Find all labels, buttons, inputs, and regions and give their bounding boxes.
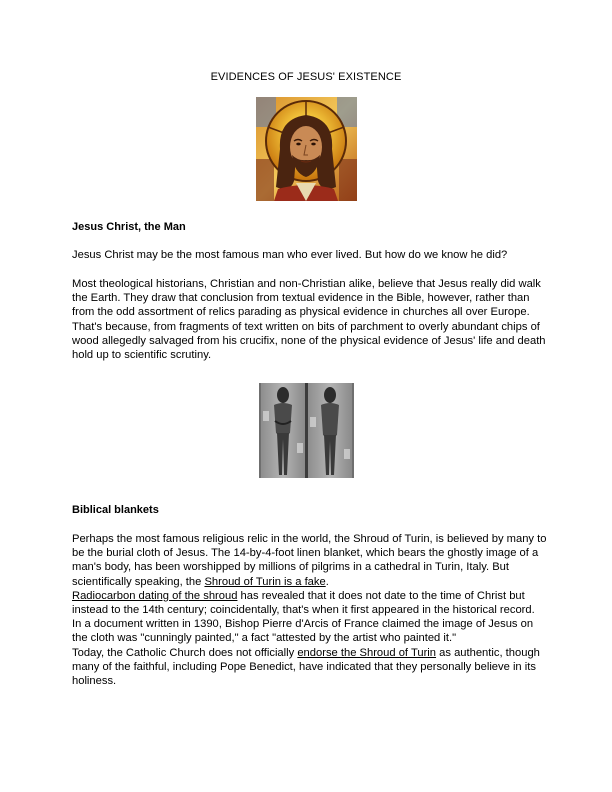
body-text: Most theological historians, Christian and non-Christian alike, believe that Jesus really did walk the Earth. They draw that conclusion from textual evidence in the Bible, however, rather than from the odd assortment of relics parading as physical evidence in churches all over Europe. That's because, from fragments of text written on bits of parchment to overly abundant chips of wood allegedly salvaged from his crucifix, none of the physical evidence of Jesus' life and death hold up to scientific scrutiny. [72, 278, 546, 362]
shroud-of-turin-image [259, 383, 354, 478]
church-text-part-b: as authentic, though many of the faithful, including Pope Benedict, have indicated that they personally believe in its holiness. [72, 646, 540, 688]
shroud-text [72, 532, 547, 646]
section-heading-jesus-christ-the-man: Jesus Christ, the Man [72, 221, 186, 233]
church-text-part-a: Today, the Catholic Church does not officially [72, 646, 298, 659]
document-title: EVIDENCES OF JESUS' EXISTENCE [210, 71, 402, 83]
shroud-is-fake-link[interactable]: Shroud of Turin is a fake [204, 575, 326, 588]
radiocarbon-dating-link[interactable]: Radiocarbon dating of the shroud [72, 589, 238, 602]
intro-paragraph [72, 248, 547, 262]
shroud-text-part-a: Perhaps the most famous religious relic in the world, the Shroud of Turin, is believed by many to be the burial cloth of Jesus. The 14-by-4-foot linen blanket, which bears the ghostly image of a man's body, has been worshipped by millions of pilgrims in a cathedral in Turin, Italy. But scientifically speaking, the [72, 533, 547, 588]
intro-text: Jesus Christ may be the most famous man who ever lived. But how do we know he did? [72, 249, 508, 261]
stained-glass-jesus-image [256, 97, 357, 201]
endorse-shroud-link[interactable]: endorse the Shroud of Turin [297, 646, 437, 659]
shroud-text-part-c: has revealed that it does not date to the time of Christ but instead to the 14th century; coincidentally, that's when it first appeared in the historical record. In a document written in 1390, Bishop Pierre d'Arcis of France claimed the image of Jesus on the cloth was "cunningly painted," a fact "attested by the artist who painted it." [72, 589, 535, 645]
shroud-paragraph [72, 532, 547, 688]
shroud-text-part-b: . [325, 575, 329, 588]
section-heading-biblical-blankets: Biblical blankets [72, 504, 159, 516]
catholic-church-text [72, 646, 547, 689]
theological-historians-paragraph [72, 277, 547, 362]
